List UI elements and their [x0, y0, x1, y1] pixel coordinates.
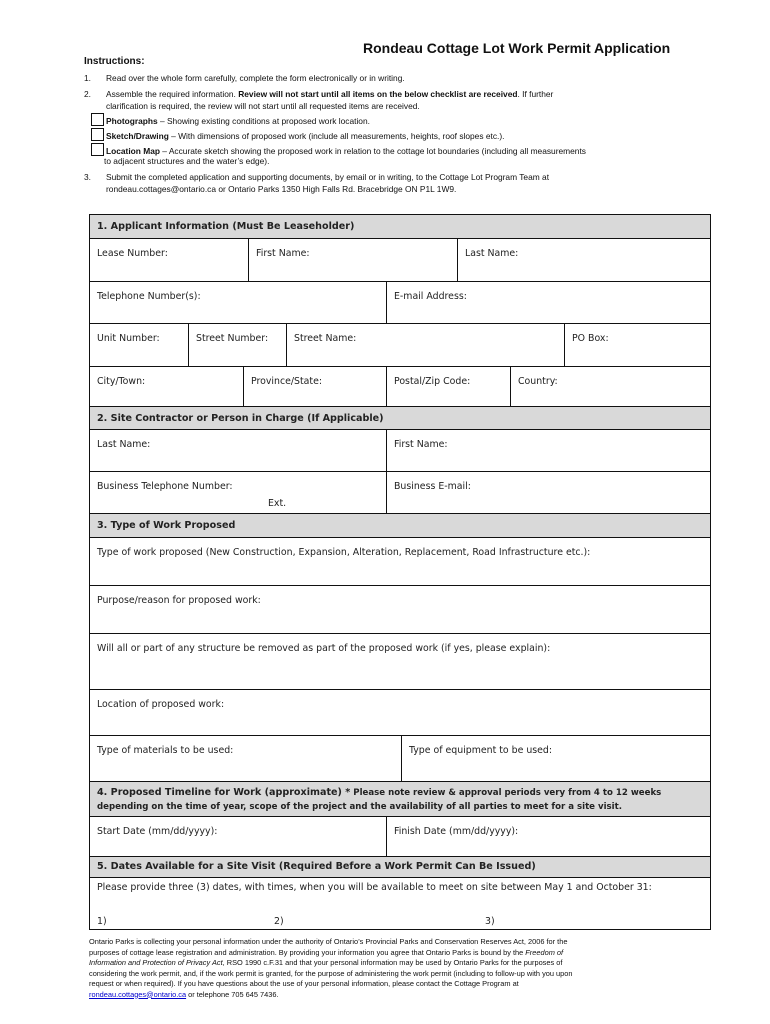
checkbox[interactable]: [91, 113, 104, 126]
contractor-contact-row: [90, 471, 710, 514]
step-number: 1.: [84, 73, 91, 83]
page-title: Rondeau Cottage Lot Work Permit Application: [363, 40, 671, 56]
field-label: Postal/Zip Code:: [394, 376, 471, 387]
section-3-header: [90, 513, 710, 538]
notice-line: [89, 958, 679, 969]
section-note: depending on the time of year, scope of the project and the availability of all parties to meet for a site visit.: [97, 802, 622, 812]
step-text: clarification is required, the review will not start until all requested items are received.: [106, 101, 420, 111]
notice-line: [89, 948, 679, 959]
field-label: Province/State:: [251, 376, 323, 387]
materials-field[interactable]: [90, 736, 401, 782]
field-label: Location of proposed work:: [97, 699, 225, 710]
step-text: Submit the completed application and supporting documents, by email or in writing, to the Cottage Lot Program Team at: [106, 172, 550, 182]
notice-line: Ontario Parks is collecting your personal information under the authority of Ontario’s Provincial Parks and Conservation Reserves Act, 2006 for the: [89, 937, 568, 946]
checklist-label: Sketch/Drawing: [106, 131, 169, 141]
start-date-field[interactable]: [90, 817, 386, 857]
notice-line: request or when required). If you have questions about the use of your personal information, please contact the Cottage Program at: [89, 979, 519, 988]
street-number-field[interactable]: [188, 324, 286, 367]
privacy-notice: [89, 937, 679, 1000]
step-number: 2.: [84, 89, 91, 99]
type-of-work-field[interactable]: [90, 537, 710, 586]
business-telephone-field[interactable]: [90, 472, 386, 514]
telephone-field[interactable]: [90, 282, 386, 324]
timeline-row: [90, 816, 710, 857]
field-label: Last Name:: [97, 439, 151, 450]
finish-date-field[interactable]: [386, 817, 710, 857]
field-label: Type of materials to be used:: [97, 745, 234, 756]
notice-line: [89, 990, 679, 1001]
applicant-name-row: [90, 238, 710, 282]
step-text: . If further: [517, 89, 554, 99]
notice-text-italic: Freedom of: [525, 947, 564, 957]
applicant-location-row: [90, 366, 710, 407]
field-label: Type of equipment to be used:: [409, 745, 553, 756]
field-label: Telephone Number(s):: [97, 291, 201, 302]
instruction-step-2-cont: [84, 100, 420, 112]
section-note: Please note review & approval periods very from 4 to 12 weeks: [350, 788, 662, 798]
notice-text: , RSO 1990 c.F.31 and that your personal information may be used by Ontario Parks for the purposes of: [222, 958, 563, 967]
city-field[interactable]: [90, 367, 243, 407]
checklist-label: Photographs: [106, 116, 158, 126]
equipment-field[interactable]: [401, 736, 710, 782]
checklist-text: to adjacent structures and the water’s edge).: [104, 156, 270, 166]
field-label: Unit Number:: [97, 333, 160, 344]
cottage-program-email-link[interactable]: rondeau.cottages@ontario.ca: [89, 989, 187, 999]
field-label: Start Date (mm/dd/yyyy):: [97, 826, 218, 837]
section-2-header: [90, 406, 710, 430]
date-1-label: 1): [97, 916, 107, 927]
contractor-first-name-field[interactable]: [386, 430, 710, 472]
section-title: 2. Site Contractor or Person in Charge (If Applicable): [97, 413, 384, 424]
postal-code-field[interactable]: [386, 367, 510, 407]
field-label: PO Box:: [572, 333, 609, 344]
instructions-heading: Instructions:: [84, 56, 145, 67]
po-box-field[interactable]: [564, 324, 710, 367]
applicant-address-row: [90, 323, 710, 367]
checklist-label: Location Map: [106, 146, 160, 156]
structure-removed-field[interactable]: [90, 633, 710, 690]
contractor-last-name-field[interactable]: [90, 430, 386, 472]
checklist-item-photographs[interactable]: [91, 113, 370, 127]
field-label: Last Name:: [465, 248, 519, 259]
checklist-text: – With dimensions of proposed work (include all measurements, heights, roof slopes etc.).: [168, 131, 505, 141]
checklist-item-sketch[interactable]: [91, 128, 504, 142]
section-4-header: [90, 781, 710, 817]
field-label: Purpose/reason for proposed work:: [97, 595, 261, 606]
lease-number-field[interactable]: [90, 239, 248, 282]
instruction-step-1: [84, 72, 405, 84]
last-name-field[interactable]: [457, 239, 710, 282]
date-3-label: 3): [485, 916, 495, 927]
notice-text-italic: Information and Protection of Privacy Act: [89, 958, 223, 967]
instruction-step-2: [84, 88, 553, 100]
step-text: Assemble the required information.: [106, 89, 239, 99]
checklist-item-location-map-cont: [91, 155, 269, 167]
field-label: Finish Date (mm/dd/yyyy):: [394, 826, 519, 837]
section-title: 1. Applicant Information (Must Be Leaseholder): [97, 221, 355, 232]
section-title: 3. Type of Work Proposed: [97, 520, 236, 531]
ext-label: Ext.: [268, 498, 287, 509]
field-label: Street Number:: [196, 333, 269, 344]
field-label: Please provide three (3) dates, with times, when you will be available to meet on site between May 1 and October 31:: [97, 882, 652, 893]
date-2-label: 2): [274, 916, 284, 927]
field-label: City/Town:: [97, 376, 146, 387]
section-title: 5. Dates Available for a Site Visit (Required Before a Work Permit Can Be Issued): [97, 861, 536, 872]
country-field[interactable]: [510, 367, 710, 407]
field-label: Will all or part of any structure be removed as part of the proposed work (if yes, please explain):: [97, 643, 551, 654]
field-label: Business E-mail:: [394, 481, 471, 492]
purpose-field[interactable]: [90, 585, 710, 634]
field-label: Lease Number:: [97, 248, 168, 259]
step-text-bold: Review will not start until all items on the below checklist are received: [238, 89, 518, 99]
section-title: [97, 787, 661, 798]
site-visit-dates-field[interactable]: [90, 877, 710, 932]
step-text: Read over the whole form carefully, complete the form electronically or in writing.: [106, 73, 405, 83]
instruction-step-3: [84, 171, 549, 183]
first-name-field[interactable]: [248, 239, 457, 282]
instruction-step-3-cont: [84, 183, 456, 195]
contractor-name-row: [90, 429, 710, 472]
section-title-text: 4. Proposed Timeline for Work (approximate) *: [97, 787, 351, 798]
field-label: First Name:: [394, 439, 448, 450]
unit-number-field[interactable]: [90, 324, 188, 367]
field-label: E-mail Address:: [394, 291, 467, 302]
business-email-field[interactable]: [386, 472, 710, 514]
step-text: rondeau.cottages@ontario.ca or Ontario Parks 1350 High Falls Rd. Bracebridge ON P1L 1W9.: [106, 184, 457, 194]
materials-equipment-row: [90, 735, 710, 782]
notice-text: or telephone 705 645 7436.: [186, 989, 279, 999]
province-field[interactable]: [243, 367, 386, 407]
location-of-work-field[interactable]: [90, 689, 710, 736]
street-name-field[interactable]: [286, 324, 564, 367]
checkbox[interactable]: [91, 128, 104, 141]
step-number: 3.: [84, 172, 91, 182]
section-5-header: [90, 856, 710, 878]
section-1-header: [90, 215, 710, 238]
applicant-contact-row: [90, 281, 710, 324]
field-label: Country:: [518, 376, 558, 387]
checklist-text: – Showing existing conditions at proposed work location.: [157, 116, 370, 126]
field-label: Street Name:: [294, 333, 357, 344]
field-label: Type of work proposed (New Construction, Expansion, Alteration, Replacement, Road Infrastructure etc.):: [97, 547, 591, 558]
field-label: Business Telephone Number:: [97, 481, 233, 492]
email-field[interactable]: [386, 282, 710, 324]
notice-line: considering the work permit, and, if the work permit is granted, for the purpose of administering the work permit (including to follow-up with you upon: [89, 968, 573, 978]
checklist-text: – Accurate sketch showing the proposed work in relation to the cottage lot boundaries (including all measurements: [159, 146, 586, 156]
notice-text: purposes of cottage lease registration and administration. By providing your information you agree that Ontario Parks is bound by the: [89, 947, 526, 957]
application-form: [89, 214, 711, 930]
field-label: First Name:: [256, 248, 310, 259]
